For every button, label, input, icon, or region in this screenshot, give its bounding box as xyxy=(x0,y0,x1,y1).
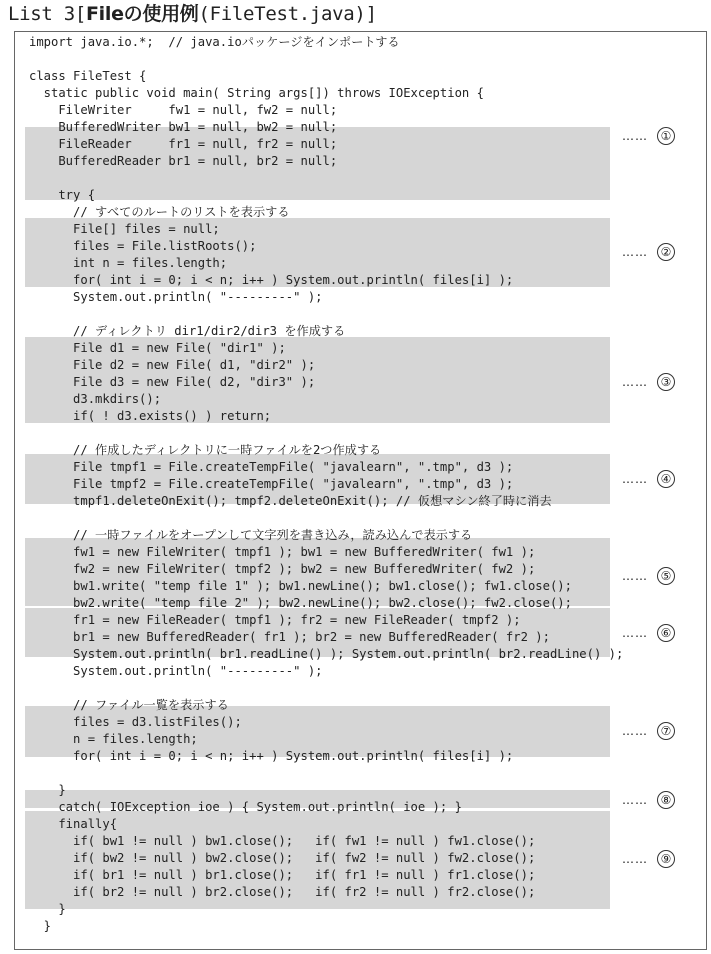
code-line: fw1 = new FileWriter( tmpf1 ); bw1 = new BufferedWriter( fw1 ); xyxy=(29,545,536,559)
circled-number: ⑨ xyxy=(657,850,675,868)
code-line: n = files.length; xyxy=(29,732,198,746)
circled-number: ② xyxy=(657,243,675,261)
code-line: // すべてのルートのリストを表示する xyxy=(29,205,290,219)
circled-number: ⑧ xyxy=(657,791,675,809)
code-line: for( int i = 0; i < n; i++ ) System.out.println( files[i] ); xyxy=(29,273,514,287)
code-line: fw2 = new FileWriter( tmpf2 ); bw2 = new BufferedWriter( fw2 ); xyxy=(29,562,536,576)
circled-number: ⑤ xyxy=(657,567,675,585)
code-line: File tmpf2 = File.createTempFile( "javalearn", ".tmp", d3 ); xyxy=(29,477,514,491)
circled-number: ③ xyxy=(657,373,675,391)
code-line: try { xyxy=(29,188,96,202)
code-line: catch( IOException ioe ) { System.out.println( ioe ); } xyxy=(29,800,462,814)
code-line: // 一時ファイルをオープンして文字列を書き込み，読み込んで表示する xyxy=(29,528,473,542)
leader-dots: …… xyxy=(622,375,648,389)
code-line: br1 = new BufferedReader( fr1 ); br2 = new BufferedReader( fr2 ); xyxy=(29,630,550,644)
code-line: File[] files = null; xyxy=(29,222,220,236)
code-line: System.out.println( br1.readLine() ); System.out.println( br2.readLine() ); xyxy=(29,647,624,661)
circled-number: ⑦ xyxy=(657,722,675,740)
callout-marker-5 xyxy=(622,564,702,588)
code-line: BufferedReader br1 = null, br2 = null; xyxy=(29,154,338,168)
code-line: for( int i = 0; i < n; i++ ) System.out.println( files[i] ); xyxy=(29,749,514,763)
leader-dots: …… xyxy=(622,626,648,640)
code-line: FileWriter fw1 = null, fw2 = null; xyxy=(29,103,338,117)
code-line: int n = files.length; xyxy=(29,256,228,270)
code-line: System.out.println( "---------" ); xyxy=(29,290,323,304)
code-line: bw1.write( "temp file 1" ); bw1.newLine(); bw1.close(); fw1.close(); xyxy=(29,579,572,593)
code-line: bw2.write( "temp file 2" ); bw2.newLine(); bw2.close(); fw2.close(); xyxy=(29,596,572,610)
code-line: File d3 = new File( d2, "dir3" ); xyxy=(29,375,316,389)
code-line: File tmpf1 = File.createTempFile( "javalearn", ".tmp", d3 ); xyxy=(29,460,514,474)
code-line: static public void main( String args[]) throws IOException { xyxy=(29,86,484,100)
leader-dots: …… xyxy=(622,569,648,583)
callout-marker-3 xyxy=(622,370,702,394)
code-line: fr1 = new FileReader( tmpf1 ); fr2 = new FileReader( tmpf2 ); xyxy=(29,613,521,627)
code-line: class FileTest { xyxy=(29,69,147,83)
circled-number: ① xyxy=(657,127,675,145)
title-bold: Fileの使用例 xyxy=(85,3,199,25)
code-line: File d1 = new File( "dir1" ); xyxy=(29,341,286,355)
code-line: // ディレクトリ dir1/dir2/dir3 を作成する xyxy=(29,324,346,338)
callout-marker-6 xyxy=(622,621,702,645)
code-line: if( ! d3.exists() ) return; xyxy=(29,409,272,423)
code-line: System.out.println( "---------" ); xyxy=(29,664,323,678)
code-line: // ファイル一覧を表示する xyxy=(29,698,229,712)
code-line: d3.mkdirs(); xyxy=(29,392,162,406)
code-line: } xyxy=(29,902,66,916)
code-line: import java.io.*; // java.ioパッケージをインポートする xyxy=(29,35,400,49)
callout-marker-1 xyxy=(622,124,702,148)
code-line: // 作成したディレクトリに一時ファイルを2つ作成する xyxy=(29,443,382,457)
circled-number: ⑥ xyxy=(657,624,675,642)
listing-title xyxy=(8,1,377,27)
code-line: File d2 = new File( d1, "dir2" ); xyxy=(29,358,316,372)
leader-dots: …… xyxy=(622,852,648,866)
code-line: } xyxy=(29,783,66,797)
title-suffix: (FileTest.java)] xyxy=(198,3,377,25)
code-line: if( bw1 != null ) bw1.close(); if( fw1 != null ) fw1.close(); xyxy=(29,834,536,848)
callout-marker-2 xyxy=(622,240,702,264)
leader-dots: …… xyxy=(622,129,648,143)
code-line: } xyxy=(29,919,52,933)
callout-marker-8 xyxy=(622,788,702,812)
code-line: files = File.listRoots(); xyxy=(29,239,257,253)
code-line: finally{ xyxy=(29,817,118,831)
code-line: if( br2 != null ) br2.close(); if( fr2 != null ) fr2.close(); xyxy=(29,885,536,899)
leader-dots: …… xyxy=(622,245,648,259)
leader-dots: …… xyxy=(622,472,648,486)
code-line: tmpf1.deleteOnExit(); tmpf2.deleteOnExit(); // 仮想マシン終了時に消去 xyxy=(29,494,552,508)
leader-dots: …… xyxy=(622,724,648,738)
callout-marker-4 xyxy=(622,467,702,491)
code-line: files = d3.listFiles(); xyxy=(29,715,242,729)
title-prefix: List 3[ xyxy=(8,3,86,25)
circled-number: ④ xyxy=(657,470,675,488)
callout-marker-9 xyxy=(622,847,702,871)
code-line: if( br1 != null ) br1.close(); if( fr1 != null ) fr1.close(); xyxy=(29,868,536,882)
code-line: FileReader fr1 = null, fr2 = null; xyxy=(29,137,338,151)
callout-marker-7 xyxy=(622,719,702,743)
code-line: BufferedWriter bw1 = null, bw2 = null; xyxy=(29,120,338,134)
leader-dots: …… xyxy=(622,793,648,807)
code-line: if( bw2 != null ) bw2.close(); if( fw2 != null ) fw2.close(); xyxy=(29,851,536,865)
